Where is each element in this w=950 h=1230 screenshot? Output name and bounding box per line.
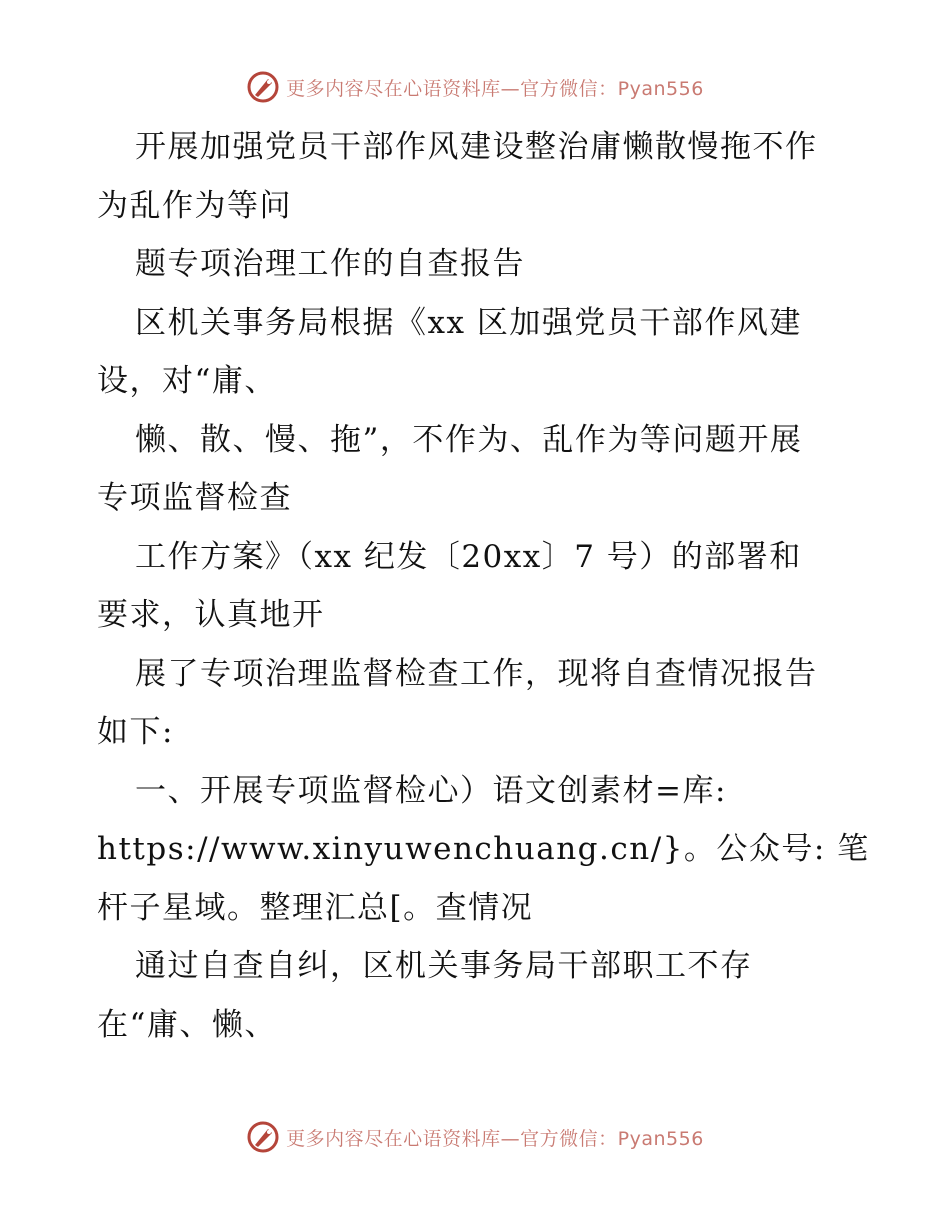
document-line: 设，对“庸、: [97, 363, 277, 399]
document-line: 杆子星域。整理汇总[。查情况: [97, 889, 534, 926]
pen-nib-logo-icon: [246, 70, 280, 104]
document-line: 题专项治理工作的自查报告: [135, 246, 525, 282]
document-body: [97, 118, 870, 1054]
document-line: 区机关事务局根据《xx 区加强党员干部作风建: [135, 304, 802, 341]
footer-banner-text: 更多内容尽在心语资料库—官方微信：Pyan556: [286, 1127, 704, 1150]
header-banner-text: 更多内容尽在心语资料库—官方微信：Pyan556: [286, 77, 704, 100]
document-line: 展了专项治理监督检查工作，现将自查情况报告: [135, 655, 818, 692]
document-line: 工作方案》（xx 纪发〔20xx〕7 号）的部署和: [135, 538, 802, 575]
document-line: https://www.xinyuwenchuang.cn/}。公众号: 笔: [97, 831, 870, 867]
document-line: 一、开展专项监督检心）语文创素材=库:: [135, 772, 727, 809]
document-line: 通过自查自纠，区机关事务局干部职工不存: [135, 948, 753, 984]
document-line: 懒、散、慢、拖”，不作为、乱作为等问题开展: [135, 421, 803, 458]
footer-banner: [0, 1120, 950, 1154]
document-line: 为乱作为等问: [97, 187, 292, 224]
document-line: 专项监督检查: [97, 480, 292, 516]
document-line: 在“庸、懒、: [97, 1006, 277, 1043]
document-line: 开展加强党员干部作风建设整治庸懒散慢拖不作: [135, 129, 818, 165]
header-banner: [0, 70, 950, 104]
pen-nib-logo-icon: [246, 1120, 280, 1154]
document-line: 要求，认真地开: [97, 597, 325, 633]
document-line: 如下:: [97, 714, 174, 750]
